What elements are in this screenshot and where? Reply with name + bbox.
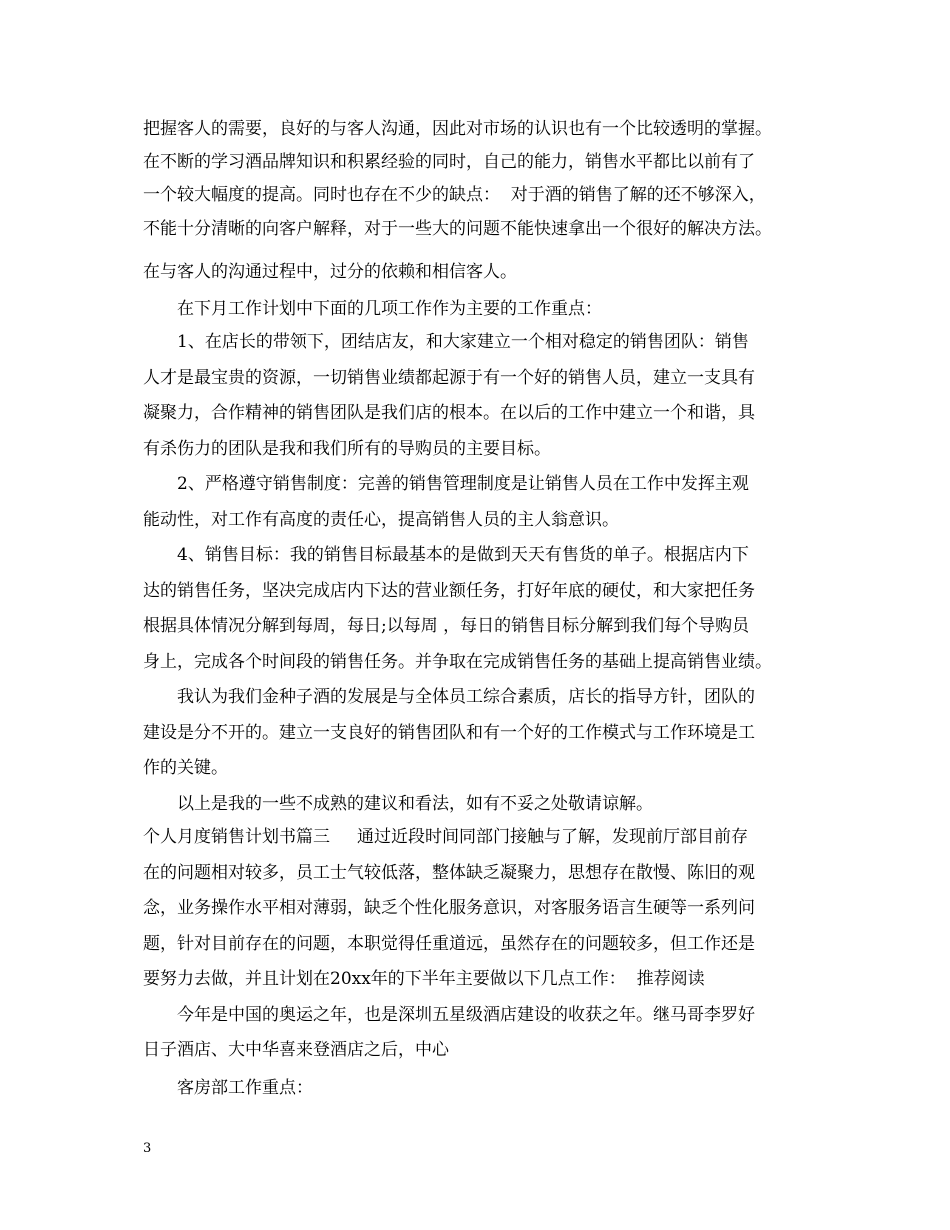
text-line: 2、严格遵守销售制度：完善的销售管理制度是让销售人员在工作中发挥主观 [177,474,749,494]
text-line: 日子酒店、大中华喜来登酒店之后，中心 [143,1040,449,1060]
text-line: 有杀伤力的团队是我和我们所有的导购员的主要目标。 [143,439,551,459]
text-line: 1、在店长的带领下，团结店友，和大家建立一个相对稳定的销售团队：销售 [177,332,749,352]
text-line: 4、销售目标：我的销售目标最基本的是做到天天有售货的单子。根据店内下 [177,545,749,565]
text-line: 念，业务操作水平相对薄弱，缺乏个性化服务意识，对客服务语言生硬等一系列问 [143,898,755,918]
text-line: 今年是中国的奥运之年，也是深圳五星级酒店建设的收获之年。继马哥李罗好 [177,1005,755,1025]
text-line: 根据具体情况分解到每周，每日;以每周 ，每日的销售目标分解到我们每个导购员 [143,616,750,636]
text-line: 作的关键。 [143,758,228,778]
text-line: 能动性，对工作有高度的责任心，提高销售人员的主人翁意识。 [143,510,619,530]
text-line: 个人月度销售计划书篇三 通过近段时间同部门接触与了解，发现前厅部目前存 [143,827,749,847]
text-line: 在不断的学习酒品牌知识和积累经验的同时，自己的能力，销售水平都比以前有了 [143,152,755,172]
text-line: 要努力去做，并且计划在20xx年的下半年主要做以下几点工作： 推荐阅读 [143,969,705,989]
text-line: 我认为我们金种子酒的发展是与全体员工综合素质，店长的指导方针，团队的 [177,687,755,707]
text-line: 在下月工作计划中下面的几项工作作为主要的工作重点： [177,299,602,319]
text-line: 不能十分清晰的向客户解释，对于一些大的问题不能快速拿出一个很好的解决方法。 [143,219,772,239]
text-line: 一个较大幅度的提高。同时也存在不少的缺点： 对于酒的销售了解的还不够深入， [143,185,766,205]
text-line: 题，针对目前存在的问题，本职觉得任重道远，虽然存在的问题较多，但工作还是 [143,934,755,954]
text-line: 以上是我的一些不成熟的建议和看法，如有不妥之处敬请谅解。 [177,794,653,814]
text-line: 把握客人的需要，良好的与客人沟通，因此对市场的认识也有一个比较透明的掌握。 [143,119,772,139]
text-line: 建设是分不开的。建立一支良好的销售团队和有一个好的工作模式与工作环境是工 [143,723,755,743]
text-line: 在的问题相对较多，员工士气较低落，整体缺乏凝聚力，思想存在散慢、陈旧的观 [143,863,755,883]
text-line: 凝聚力，合作精神的销售团队是我们店的根本。在以后的工作中建立一个和谐，具 [143,403,755,423]
page-number: 3 [143,1141,152,1156]
text-line: 达的销售任务，坚决完成店内下达的营业额任务，打好年底的硬仗，和大家把任务 [143,581,755,601]
text-line: 客房部工作重点： [177,1078,313,1098]
text-line: 人才是最宝贵的资源，一切销售业绩都起源于有一个好的销售人员，建立一支具有 [143,368,755,388]
text-line: 身上，完成各个时间段的销售任务。并争取在完成销售任务的基础上提高销售业绩。 [143,652,772,672]
text-line: 在与客人的沟通过程中，过分的依赖和相信客人。 [143,262,517,282]
